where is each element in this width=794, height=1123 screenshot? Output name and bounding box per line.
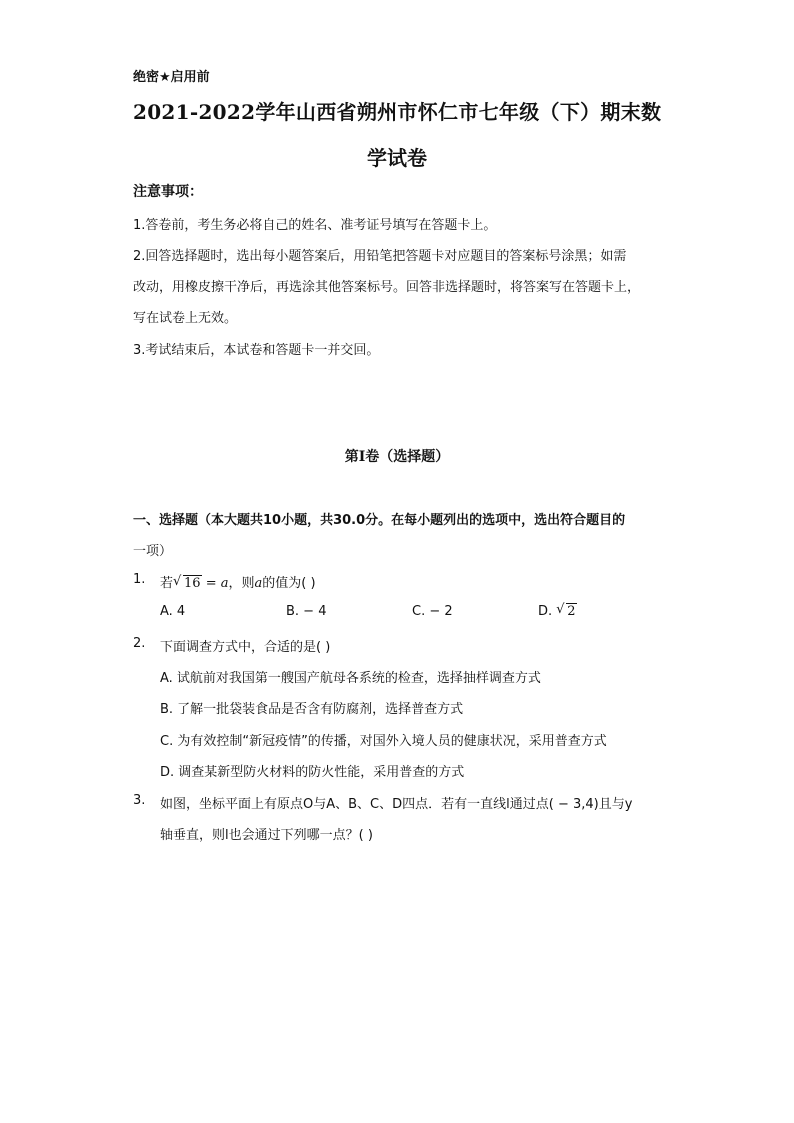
variable-a-2: a — [254, 576, 263, 591]
notice-item-2-line-2: 改动，用橡皮擦干净后，再选涂其他答案标号。回答非选择题时，将答案写在答题卡上， — [133, 280, 641, 295]
sqrt-expression — [557, 604, 576, 619]
equals-sign: = — [201, 576, 221, 591]
question-1-option-d — [538, 604, 577, 619]
notice-item-2-line-1: 2.回答选择题时，选出每小题答案后，用铅笔把答题卡对应题目的答案标号涂黑；如需 — [133, 249, 627, 264]
exam-title-line-2: 学试卷 — [367, 146, 427, 170]
question-1-suffix: ，则 — [228, 576, 255, 591]
section-heading-line-2: 一项） — [133, 544, 173, 559]
option-d-label: D. — [538, 604, 557, 619]
radicand: 16 — [184, 576, 201, 591]
question-3-line-2: 轴垂直，则l也会通过下列哪一点？( ) — [160, 828, 373, 843]
question-1-option-a: A. 4 — [160, 604, 186, 619]
question-2-option-d: D. 调查某新型防火材料的防火性能，采用普查的方式 — [160, 765, 465, 780]
question-2-stem: 下面调查方式中，合适的是( ) — [160, 640, 331, 655]
exam-title-line-1: 2021-2022学年山西省朔州市怀仁市七年级（下）期末数 — [133, 100, 662, 124]
sqrt-expression — [174, 576, 202, 591]
question-2-number: 2. — [133, 636, 146, 651]
question-1-tail: 的值为( ) — [262, 576, 316, 591]
question-1-stem — [160, 572, 316, 591]
question-2-option-b: B. 了解一批袋装食品是否含有防腐剂，选择普查方式 — [160, 702, 464, 717]
radicand: 2 — [567, 604, 576, 619]
part-title: 第Ⅰ卷（选择题） — [344, 449, 450, 465]
question-1-option-c: C. − 2 — [412, 604, 453, 619]
notice-item-3: 3.考试结束后，本试卷和答题卡一并交回。 — [133, 343, 380, 358]
question-1-option-b: B. − 4 — [286, 604, 327, 619]
question-1-prefix: 若 — [160, 576, 174, 591]
confidential-label: 绝密★启用前 — [133, 70, 210, 85]
question-2-option-c: C. 为有效控制“新冠疫情”的传播，对国外入境人员的健康状况，采用普查方式 — [160, 734, 607, 749]
notice-item-2-line-3: 写在试卷上无效。 — [133, 311, 238, 326]
notice-heading: 注意事项： — [133, 184, 203, 200]
notice-item-1: 1.答卷前，考生务必将自己的姓名、准考证号填写在答题卡上。 — [133, 218, 497, 233]
question-2-option-a: A. 试航前对我国第一艘国产航母各系统的检查，选择抽样调查方式 — [160, 671, 541, 686]
question-3-number: 3. — [133, 793, 146, 808]
section-heading-line-1: 一、选择题（本大题共10小题，共30.0分。在每小题列出的选项中，选出符合题目的 — [133, 513, 626, 528]
question-1-number: 1. — [133, 572, 146, 587]
variable-a: a — [220, 576, 229, 591]
question-3-line-1: 如图，坐标平面上有原点O与A、B、C、D四点．若有一直线l通过点( − 3,4)且与y — [160, 797, 633, 812]
